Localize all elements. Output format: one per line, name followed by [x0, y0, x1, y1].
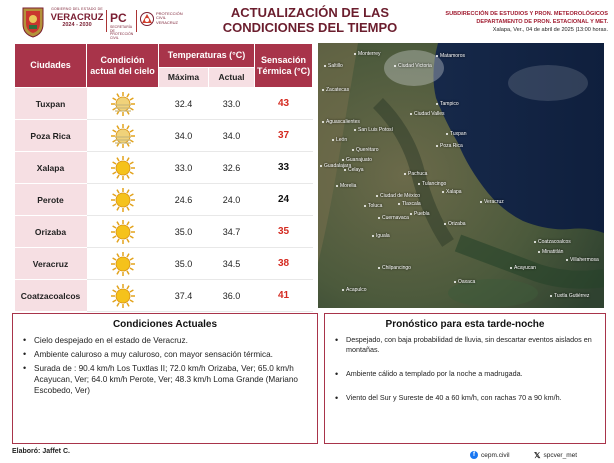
- sky-condition: [87, 152, 159, 184]
- table-row: [15, 248, 313, 280]
- max-temp: 34.0: [159, 120, 209, 152]
- map-label: Coatzacoalcos: [538, 239, 571, 245]
- sensation-temp: 43: [255, 88, 313, 120]
- pc-sub-label: SECRETARÍA DE PROTECCIÓN CIVIL: [110, 25, 134, 40]
- sensation-temp: 38: [255, 248, 313, 280]
- map-label: Ciudad Victoria: [398, 63, 432, 69]
- subdir-line-2: DEPARTAMENTO DE PRON. ESTACIONAL Y MET.: [476, 19, 608, 25]
- table-row: [15, 184, 313, 216]
- header-cities: Ciudades: [15, 44, 87, 88]
- list-item: • Despejado, con baja probabilidad de lluvia, sin descartar eventos aislados en montañas.: [335, 335, 597, 355]
- map-label: Saltillo: [328, 63, 343, 69]
- map-label: Aguascalientes: [326, 119, 360, 125]
- divider: [136, 10, 137, 32]
- sky-condition: [87, 88, 159, 120]
- current-conditions-list: [13, 335, 317, 396]
- sky-condition: [87, 280, 159, 312]
- sun-icon: [108, 219, 138, 245]
- city-name: Tuxpan: [15, 88, 87, 120]
- city-name: Coatzacoalcos: [15, 280, 87, 312]
- civil-protection-icon: [140, 12, 154, 26]
- sensation-temp: 35: [255, 216, 313, 248]
- map-label: Minatitlán: [542, 249, 564, 255]
- map-label: Toluca: [368, 203, 383, 209]
- current-temp: 34.0: [209, 120, 255, 152]
- subdir-line-1: SUBDIRECCIÓN DE ESTUDIOS Y PRON. METEOROLÓGICOS: [445, 11, 608, 17]
- sensation-temp: 24: [255, 184, 313, 216]
- sky-condition: [87, 184, 159, 216]
- sky-condition: [87, 120, 159, 152]
- x-handle: spcver_met: [543, 452, 578, 459]
- map-label: Tlaxcala: [402, 201, 421, 207]
- gov-small-text: GOBIERNO DEL ESTADO DE: [51, 7, 103, 11]
- map-label: Querétaro: [356, 147, 379, 153]
- list-item: • Cielo despejado en el estado de Veracruz.: [23, 335, 309, 346]
- list-item: • Surada de : 90.4 km/h Los Tuxtlas II; 72.0 km/h Orizaba, Ver; 65.0 km/h Acayucan, Ver; 64.0 km/h Perote, Ver; 48.3 km/h Loma Grande (Mariano Escobedo, Ver): [23, 363, 309, 396]
- gov-state-text: VERACRUZ: [50, 11, 104, 23]
- map-label: Villahermosa: [570, 257, 599, 263]
- list-item: • Ambiente caluroso a muy caluroso, con mayor sensación térmica.: [23, 349, 309, 360]
- current-temp: 34.7: [209, 216, 255, 248]
- city-name: Poza Rica: [15, 120, 87, 152]
- pc-logo: [110, 10, 132, 40]
- table-row: [15, 280, 313, 312]
- city-name: Perote: [15, 184, 87, 216]
- sensation-temp: 41: [255, 280, 313, 312]
- map-label: Puebla: [414, 211, 430, 217]
- max-temp: 24.6: [159, 184, 209, 216]
- current-temp: 34.5: [209, 248, 255, 280]
- table-row: [15, 88, 313, 120]
- sun-icon: [108, 187, 138, 213]
- map-label: Pachuca: [408, 171, 428, 177]
- forecast-title: Pronóstico para esta tarde-noche: [385, 319, 545, 330]
- sun-icon: [108, 283, 138, 309]
- divider: [106, 10, 107, 32]
- list-item: • Viento del Sur y Sureste de 40 a 60 km/h, con rachas 70 a 90 km/h.: [335, 393, 597, 403]
- page-title: [200, 5, 420, 35]
- map-label: Tampico: [440, 101, 459, 107]
- header-temperatures: Temperaturas (°C): [159, 44, 255, 68]
- map-label: Iguala: [376, 233, 390, 239]
- current-temp: 24.0: [209, 184, 255, 216]
- header-sensation: Sensación Térmica (°C): [255, 44, 313, 88]
- sun-icon: [108, 251, 138, 277]
- sensation-temp: 37: [255, 120, 313, 152]
- satellite-map: [318, 43, 604, 308]
- sky-condition: [87, 216, 159, 248]
- table-row: [15, 152, 313, 184]
- map-label: Ciudad de México: [380, 193, 421, 199]
- sun-icon: [108, 155, 138, 181]
- map-label: Poza Rica: [440, 143, 463, 149]
- title-line-1: ACTUALIZACIÓN DE LAS: [230, 5, 390, 20]
- map-label: Guadalajara: [324, 163, 352, 169]
- map-label: Tulancingo: [422, 181, 447, 187]
- table-row: [15, 216, 313, 248]
- current-temp: 32.6: [209, 152, 255, 184]
- author-credit: Elaboró: Jaffet C.: [12, 448, 70, 455]
- map-label: León: [336, 137, 348, 143]
- max-temp: 35.0: [159, 216, 209, 248]
- map-label: Orizaba: [448, 221, 466, 227]
- satellite-image: [318, 43, 604, 308]
- civil-protection-label: PROTECCIÓN CIVIL VERACRUZ: [156, 11, 183, 25]
- header-current: Actual: [209, 68, 255, 88]
- sensation-temp: 33: [255, 152, 313, 184]
- title-line-2: CONDICIONES DEL TIEMPO: [222, 20, 398, 35]
- current-conditions-title: Condiciones Actuales: [112, 319, 218, 330]
- facebook-icon: f: [470, 451, 478, 459]
- map-label: Chilpancingo: [382, 265, 411, 271]
- conditions-table: [14, 43, 313, 312]
- map-label: Oaxaca: [458, 279, 476, 285]
- map-label: Matamoros: [440, 53, 466, 59]
- map-label: Ciudad Valles: [414, 111, 445, 117]
- current-temp: 36.0: [209, 280, 255, 312]
- date-time-line: Xalapa, Ver., 04 de abril de 2025 |13:00 horas.: [492, 27, 608, 33]
- table-row: [15, 120, 313, 152]
- max-temp: 33.0: [159, 152, 209, 184]
- forecast-list: [325, 335, 605, 403]
- map-label: Tuxtla Gutiérrez: [554, 293, 590, 299]
- map-label: Xalapa: [446, 189, 462, 195]
- map-label: Acapulco: [346, 287, 367, 293]
- x-link[interactable]: [534, 451, 577, 460]
- forecast-panel: [324, 313, 606, 444]
- department-info: [418, 10, 608, 34]
- header-max: Máxima: [159, 68, 209, 88]
- city-name: Orizaba: [15, 216, 87, 248]
- max-temp: 35.0: [159, 248, 209, 280]
- current-conditions-panel: [12, 313, 318, 444]
- map-label: Acayucan: [514, 265, 536, 271]
- veracruz-coat-of-arms-icon: [20, 4, 46, 38]
- max-temp: 37.4: [159, 280, 209, 312]
- map-label: Morelia: [340, 183, 357, 189]
- city-name: Veracruz: [15, 248, 87, 280]
- map-label: San Luis Potosí: [358, 127, 394, 133]
- map-label: Guanajuato: [346, 157, 372, 163]
- map-label: Cuernavaca: [382, 215, 409, 221]
- gov-years-text: 2024 - 2030: [62, 22, 92, 28]
- header: [0, 0, 614, 42]
- city-name: Xalapa: [15, 152, 87, 184]
- government-logo: [50, 8, 104, 29]
- header-sky-condition: Condición actual del cielo: [87, 44, 159, 88]
- facebook-link[interactable]: [470, 451, 510, 459]
- max-temp: 32.4: [159, 88, 209, 120]
- x-icon: 𝕏: [534, 451, 541, 460]
- sky-condition: [87, 248, 159, 280]
- map-label: Tuxpan: [450, 131, 467, 137]
- map-label: Celaya: [348, 167, 364, 173]
- sun-haze-icon: [108, 91, 138, 117]
- facebook-handle: cepm.civil: [481, 451, 510, 459]
- pc-label: PC: [110, 11, 127, 25]
- map-label: Monterrey: [358, 51, 381, 57]
- map-label: Zacatecas: [326, 87, 350, 93]
- map-label: Veracruz: [484, 199, 504, 205]
- current-temp: 33.0: [209, 88, 255, 120]
- sun-haze-icon: [108, 123, 138, 149]
- list-item: • Ambiente cálido a templado por la noche a madrugada.: [335, 369, 597, 379]
